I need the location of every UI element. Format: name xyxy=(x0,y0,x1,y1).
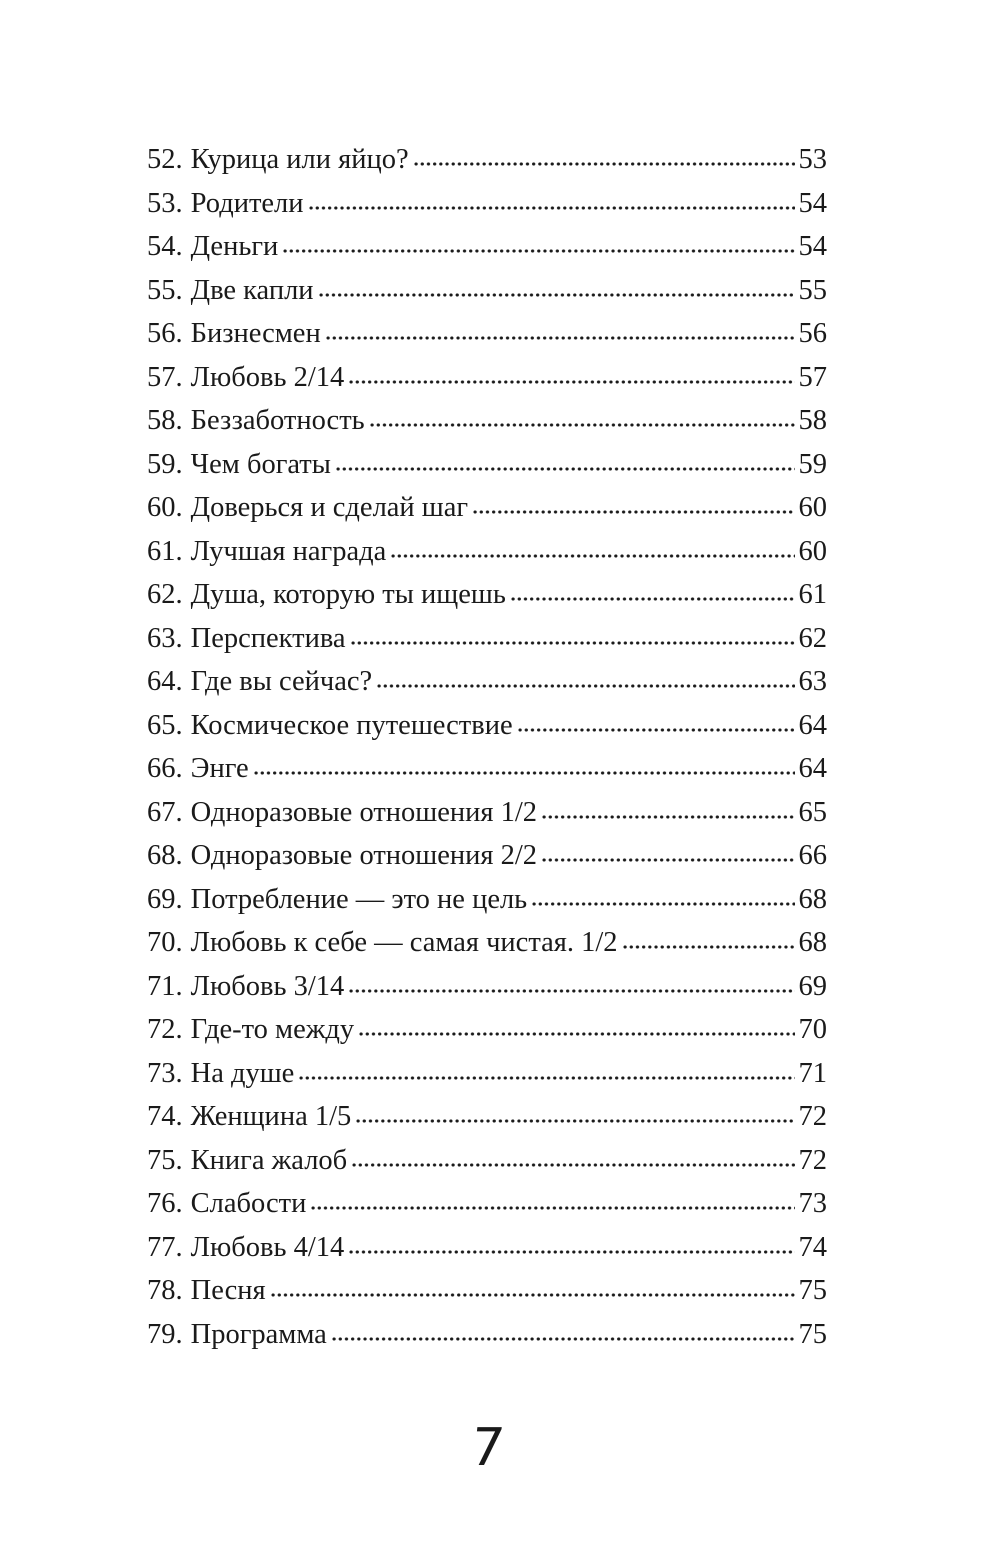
toc-entry[interactable] xyxy=(147,704,827,748)
toc-entry-number: 71. xyxy=(147,970,183,1002)
toc-entry-page: 61 xyxy=(798,579,827,610)
toc-entry-page: 57 xyxy=(798,361,827,393)
dot-leader xyxy=(310,1205,794,1211)
toc-entry-page: 63 xyxy=(798,666,827,697)
toc-entry[interactable] xyxy=(147,312,827,356)
toc-entry[interactable] xyxy=(147,1313,827,1357)
toc-entry[interactable] xyxy=(147,1139,827,1183)
toc-entry-title: Энге xyxy=(190,753,249,784)
toc-entry-page: 54 xyxy=(798,187,827,219)
toc-entry-title: Одноразовые отношения 2/2 xyxy=(190,840,538,871)
dot-leader xyxy=(390,553,794,559)
toc-entry-page: 71 xyxy=(798,1057,827,1089)
toc-entry-number: 68. xyxy=(147,840,183,871)
toc-entry-title: Где вы сейчас? xyxy=(190,666,373,697)
toc-entry[interactable] xyxy=(147,1095,827,1139)
toc-entry-number: 66. xyxy=(147,753,183,784)
toc-entry[interactable] xyxy=(147,399,827,443)
dot-leader xyxy=(369,422,795,428)
toc-entry-title: Бизнесмен xyxy=(190,318,321,349)
toc-entry-number: 72. xyxy=(147,1014,183,1045)
toc-entry-page: 73 xyxy=(798,1188,827,1219)
toc-entry-page: 54 xyxy=(798,231,827,262)
toc-entry-title: Родители xyxy=(190,187,304,219)
toc-entry-number: 73. xyxy=(147,1057,183,1089)
toc-entry-number: 70. xyxy=(147,927,183,958)
toc-entry[interactable] xyxy=(147,617,827,661)
toc-entry-title: Деньги xyxy=(190,231,279,262)
toc-entry[interactable] xyxy=(147,1008,827,1052)
toc-entry[interactable] xyxy=(147,747,827,791)
toc-entry-page: 56 xyxy=(798,318,827,349)
dot-leader xyxy=(376,683,794,689)
toc-entry-title: Любовь к себе — самая чистая. 1/2 xyxy=(190,927,618,958)
dot-leader xyxy=(331,1336,795,1342)
toc-entry[interactable] xyxy=(147,834,827,878)
toc-entry-title: Лучшая награда xyxy=(190,535,387,567)
dot-leader xyxy=(308,205,795,211)
toc-entry-number: 75. xyxy=(147,1144,183,1176)
dot-leader xyxy=(335,466,795,472)
dot-leader xyxy=(325,335,795,341)
dot-leader xyxy=(348,379,794,385)
toc-entry-number: 67. xyxy=(147,796,183,828)
dot-leader xyxy=(355,1118,794,1124)
toc-entry-title: Слабости xyxy=(190,1188,307,1219)
toc-entry-page: 60 xyxy=(798,492,827,523)
toc-entry[interactable] xyxy=(147,1182,827,1226)
toc-entry-number: 58. xyxy=(147,405,183,436)
toc-entry[interactable] xyxy=(147,138,827,182)
dot-leader xyxy=(531,901,794,907)
toc-entry-page: 70 xyxy=(798,1014,827,1045)
toc-entry-number: 54. xyxy=(147,231,183,262)
toc-entry-title: Песня xyxy=(190,1275,266,1306)
toc-entry-title: Чем богаты xyxy=(190,448,331,480)
toc-entry-page: 59 xyxy=(798,448,827,480)
dot-leader xyxy=(270,1292,795,1298)
table-of-contents xyxy=(147,138,827,1356)
toc-entry-page: 68 xyxy=(798,883,827,915)
toc-entry[interactable] xyxy=(147,530,827,574)
toc-entry-title: Книга жалоб xyxy=(190,1144,348,1176)
toc-entry-number: 62. xyxy=(147,579,183,610)
toc-entry-page: 55 xyxy=(798,274,827,306)
toc-entry[interactable] xyxy=(147,269,827,313)
toc-entry-page: 72 xyxy=(798,1101,827,1132)
toc-entry[interactable] xyxy=(147,486,827,530)
toc-entry[interactable] xyxy=(147,1269,827,1313)
toc-entry[interactable] xyxy=(147,356,827,400)
toc-entry-number: 74. xyxy=(147,1101,183,1132)
toc-entry[interactable] xyxy=(147,660,827,704)
toc-entry-number: 56. xyxy=(147,318,183,349)
toc-entry-page: 62 xyxy=(798,622,827,654)
toc-entry-title: Курица или яйцо? xyxy=(190,144,409,175)
toc-entry-page: 75 xyxy=(798,1275,827,1306)
dot-leader xyxy=(282,248,794,254)
dot-leader xyxy=(348,1249,794,1255)
dot-leader xyxy=(358,1031,794,1037)
dot-leader xyxy=(351,1162,794,1168)
toc-entry-number: 53. xyxy=(147,187,183,219)
toc-entry-title: Доверься и сделай шаг xyxy=(190,492,469,523)
toc-entry-title: Космическое путешествие xyxy=(190,709,513,741)
toc-entry-title: Душа, которую ты ищешь xyxy=(190,579,506,610)
toc-entry[interactable] xyxy=(147,1052,827,1096)
toc-entry-number: 65. xyxy=(147,709,183,741)
toc-entry-page: 72 xyxy=(798,1144,827,1176)
toc-entry[interactable] xyxy=(147,791,827,835)
toc-entry-title: Любовь 2/14 xyxy=(190,361,345,393)
toc-entry-number: 55. xyxy=(147,274,183,306)
dot-leader xyxy=(348,988,794,994)
toc-entry-number: 63. xyxy=(147,622,183,654)
toc-entry-number: 59. xyxy=(147,448,183,480)
toc-entry-number: 69. xyxy=(147,883,183,915)
toc-entry[interactable] xyxy=(147,443,827,487)
toc-entry-page: 65 xyxy=(798,796,827,828)
toc-entry-title: Где-то между xyxy=(190,1014,355,1045)
toc-entry-page: 58 xyxy=(798,405,827,436)
toc-entry-title: Одноразовые отношения 1/2 xyxy=(190,796,538,828)
dot-leader xyxy=(350,640,795,646)
toc-entry-title: Потребление — это не цель xyxy=(190,883,528,915)
toc-entry-number: 77. xyxy=(147,1231,183,1263)
toc-entry-page: 74 xyxy=(798,1231,827,1263)
dot-leader xyxy=(298,1075,794,1081)
toc-entry-page: 69 xyxy=(798,970,827,1002)
toc-entry[interactable] xyxy=(147,182,827,226)
toc-entry-number: 76. xyxy=(147,1188,183,1219)
toc-entry[interactable] xyxy=(147,878,827,922)
dot-leader xyxy=(510,596,795,602)
dot-leader xyxy=(472,509,794,515)
toc-entry-title: Программа xyxy=(190,1318,327,1350)
toc-entry-page: 64 xyxy=(798,753,827,784)
toc-entry-title: Перспектива xyxy=(190,622,346,654)
toc-entry[interactable] xyxy=(147,1226,827,1270)
toc-entry-page: 68 xyxy=(798,927,827,958)
toc-entry[interactable] xyxy=(147,225,827,269)
dot-leader xyxy=(541,814,794,820)
toc-entry-page: 64 xyxy=(798,709,827,741)
toc-entry[interactable] xyxy=(147,921,827,965)
toc-entry-number: 64. xyxy=(147,666,183,697)
toc-entry-number: 60. xyxy=(147,492,183,523)
toc-entry[interactable] xyxy=(147,965,827,1009)
toc-entry-page: 53 xyxy=(798,144,827,175)
toc-entry-page: 75 xyxy=(798,1318,827,1350)
toc-entry-number: 57. xyxy=(147,361,183,393)
toc-entry-title: Женщина 1/5 xyxy=(190,1101,352,1132)
toc-entry[interactable] xyxy=(147,573,827,617)
dot-leader xyxy=(413,161,795,167)
toc-entry-number: 52. xyxy=(147,144,183,175)
toc-entry-title: Две капли xyxy=(190,274,314,306)
page-number: 7 xyxy=(467,1418,508,1478)
dot-leader xyxy=(517,727,795,733)
dot-leader xyxy=(253,770,795,776)
dot-leader xyxy=(318,292,795,298)
toc-entry-number: 61. xyxy=(147,535,183,567)
toc-entry-number: 79. xyxy=(147,1318,183,1350)
dot-leader xyxy=(622,944,795,950)
dot-leader xyxy=(541,857,794,863)
toc-entry-title: Беззаботность xyxy=(190,405,365,436)
toc-entry-page: 66 xyxy=(798,840,827,871)
toc-entry-title: Любовь 4/14 xyxy=(190,1231,345,1263)
toc-entry-page: 60 xyxy=(798,535,827,567)
toc-entry-title: На душе xyxy=(190,1057,295,1089)
toc-entry-number: 78. xyxy=(147,1275,183,1306)
toc-entry-title: Любовь 3/14 xyxy=(190,970,345,1002)
